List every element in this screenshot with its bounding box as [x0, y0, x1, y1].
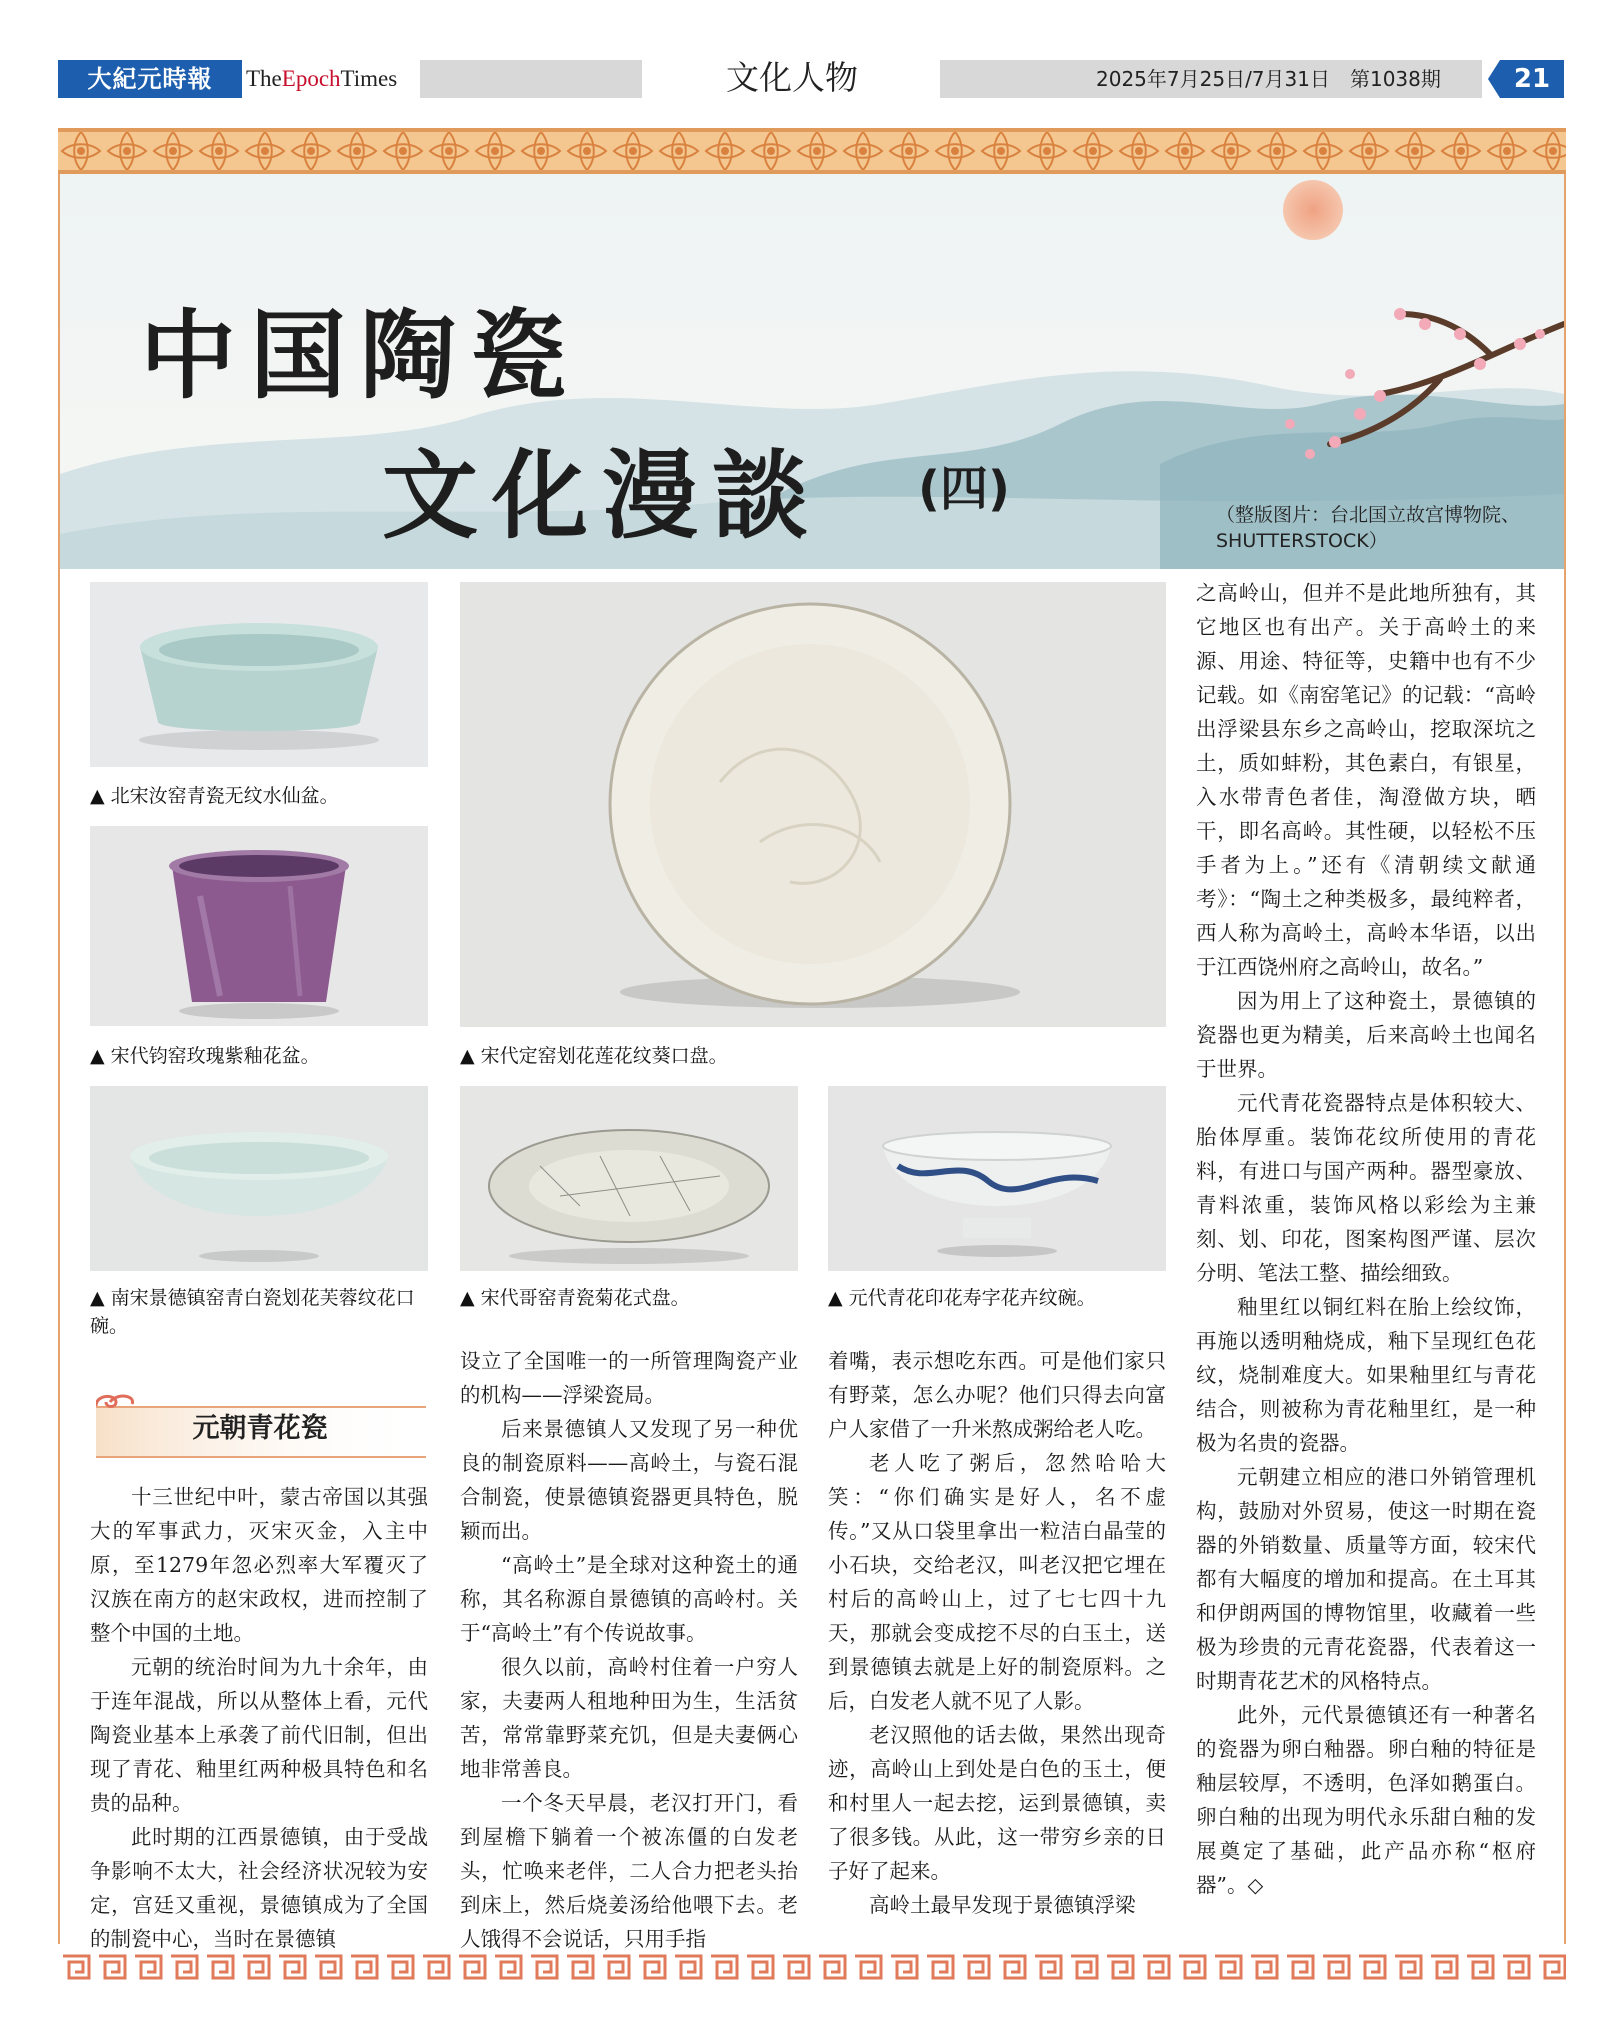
headline-line-2: 文化漫談 — [382, 440, 822, 552]
photo-ding-kiln-lotus-plate — [460, 582, 1166, 1027]
caption-yuan-blue-white: ▲ 元代青花印花寿字花卉纹碗。 — [828, 1287, 1096, 1309]
paragraph: 此时期的江西景德镇，由于受战争影响不太大，社会经济状况较为安定，宫廷又重视，景德镇成为了全国的制瓷中心，当时在景德镇 — [90, 1825, 428, 1951]
photo-credit-line-2: SHUTTERSTOCK） — [1216, 530, 1388, 552]
paragraph: 十三世纪中叶，蒙古帝国以其强大的军事武力，灭宋灭金，入主中原，至1279年忽必烈率大军覆灭了汉族在南方的赵宋政权，进而控制了整个中国的土地。 — [90, 1485, 428, 1645]
photo-yuan-blue-white-bowl — [828, 1086, 1166, 1271]
caption-ding-kiln: ▲ 宋代定窑划花莲花纹葵口盘。 — [460, 1045, 728, 1067]
paragraph: 釉里红以铜红料在胎上绘纹饰，再施以透明釉烧成，釉下呈现红色花纹，烧制难度大。如果釉里红与青花结合，则被称为青花釉里红，是一种极为名贵的瓷器。 — [1196, 1295, 1536, 1455]
newspaper-english-name — [246, 60, 397, 98]
decorative-border-top — [58, 128, 1566, 174]
photo-ru-kiln-narcissus-basin — [90, 582, 428, 767]
header-rule-left — [420, 60, 642, 98]
newspaper-logo: 大紀元時報 — [58, 60, 242, 98]
paragraph: 此外，元代景德镇还有一种著名的瓷器为卵白釉器。卵白釉的特征是釉层较厚，不透明，色泽如鹅蛋白。卵白釉的出现为明代永乐甜白釉的发展奠定了基础，此产品亦称“枢府器”。◇ — [1196, 1703, 1536, 1897]
paragraph: 老汉照他的话去做，果然出现奇迹，高岭山上到处是白色的玉土，便和村里人一起去挖，运到景德镇，卖了很多钱。从此，这一带穷乡亲的日子好了起来。 — [828, 1723, 1166, 1883]
caption-jingdezhen-qingbai: ▲ 南宋景德镇窑青白瓷划花芙蓉纹花口碗。 — [90, 1287, 415, 1337]
paragraph: 元朝建立相应的港口外销管理机构，鼓励对外贸易，使这一时期在瓷器的外销数量、质量等方面，较宋代都有大幅度的增加和提高。在土耳其和伊朗两国的博物馆里，收藏着一些极为珍贵的元青花瓷器，代表着这一时期青花艺术的风格特点。 — [1196, 1465, 1536, 1693]
caption-ge-kiln: ▲ 宋代哥窑青瓷菊花式盘。 — [460, 1287, 690, 1309]
paragraph: 一个冬天早晨，老汉打开门，看到屋檐下躺着一个被冻僵的白发老头，忙唤来老伴，二人合力把老头抬到床上，然后烧姜汤给他喂下去。老人饿得不会说话，只用手指 — [460, 1791, 798, 1951]
paragraph: 很久以前，高岭村住着一户穷人家，夫妻两人租地种田为生，生活贫苦，常常靠野菜充饥，但是夫妻俩心地非常善良。 — [460, 1655, 798, 1781]
article-column-3 — [828, 1344, 1166, 1922]
headline-part-number: (四) — [918, 461, 1010, 517]
section-title: 元朝青花瓷 — [192, 1413, 328, 1444]
paragraph: 着嘴，表示想吃东西。可是他们家只有野菜，怎么办呢？他们只得去向富户人家借了一升米熬成粥给老人吃。 — [828, 1349, 1166, 1441]
photo-credit — [1216, 502, 1546, 554]
paragraph: 因为用上了这种瓷土，景德镇的瓷器也更为精美，后来高岭土也闻名于世界。 — [1196, 989, 1536, 1081]
paragraph: 老人吃了粥后，忽然哈哈大笑：“你们确实是好人，名不虚传。”又从口袋里拿出一粒洁白晶莹的小石块，交给老汉，叫老汉把它埋在村后的高岭山上，过了七七四十九天，那就会变成挖不尽的白玉土，送到景德镇去就是上好的制瓷原料。之后，白发老人就不见了人影。 — [828, 1451, 1166, 1713]
paragraph: 元代青花瓷器特点是体积较大、胎体厚重。装饰花纹所使用的青花料，有进口与国产两种。器型豪放、青料浓重，装饰风格以彩绘为主兼刻、划、印花，图案构图严谨、层次分明、笔法工整、描绘细致。 — [1196, 1091, 1536, 1285]
article-column-4 — [1196, 576, 1536, 1902]
logo-en-times: Times — [340, 66, 398, 91]
section-name: 文化人物 — [726, 58, 858, 97]
page-number: 21 — [1500, 60, 1564, 98]
photo-jingdezhen-qingbai-bowl — [90, 1086, 428, 1271]
paragraph: 后来景德镇人又发现了另一种优良的制瓷原料——高岭土，与瓷石混合制瓷，使景德镇瓷器更具特色，脱颖而出。 — [460, 1417, 798, 1543]
caption-jun-kiln: ▲ 宋代钧窑玫瑰紫釉花盆。 — [90, 1045, 320, 1067]
caption-ru-kiln: ▲ 北宋汝窑青瓷无纹水仙盆。 — [90, 785, 339, 807]
article-column-2 — [460, 1344, 798, 1956]
photo-credit-line-1: （整版图片：台北国立故宫博物院、 — [1216, 504, 1521, 526]
paragraph: 之高岭山，但并不是此地所独有，其它地区也有出产。关于高岭土的来源、用途、特征等，史籍中也有不少记载。如《南窑笔记》的记载：“高岭出浮梁县东乡之高岭山，挖取深坑之土，质如蚌粉，其色素白，有银星，入水带青色者佳，淘澄做方块，晒干，即名高岭。其性硬，以轻松不压手者为上。”还有《清朝续文献通考》：“陶土之种类极多，最纯粹者，西人称为高岭土，高岭本华语，以出于江西饶州府之高岭山，故名。” — [1196, 581, 1536, 979]
headline-line-1: 中国陶瓷 — [140, 300, 580, 412]
photo-ge-kiln-chrysanthemum-plate — [460, 1086, 798, 1271]
logo-en-epoch: Epoch — [281, 66, 341, 91]
photo-jun-kiln-flowerpot — [90, 826, 428, 1026]
issue-date: 2025年7月25日/7月31日 第1038期 — [1096, 67, 1441, 91]
paragraph: 元朝的统治时间为九十余年，由于连年混战，所以从整体上看，元代陶瓷业基本上承袭了前代旧制，但出现了青花、釉里红两种极具特色和名贵的品种。 — [90, 1655, 428, 1815]
paragraph: 高岭土最早发现于景德镇浮梁 — [869, 1893, 1136, 1917]
logo-en-the: The — [246, 66, 282, 91]
article-column-1 — [90, 1480, 428, 1956]
paragraph: “高岭土”是全球对这种瓷土的通称，其名称源自景德镇的高岭村。关于“高岭土”有个传说故事。 — [460, 1553, 798, 1645]
paragraph: 设立了全国唯一的一所管理陶瓷产业的机构——浮梁瓷局。 — [460, 1349, 798, 1407]
